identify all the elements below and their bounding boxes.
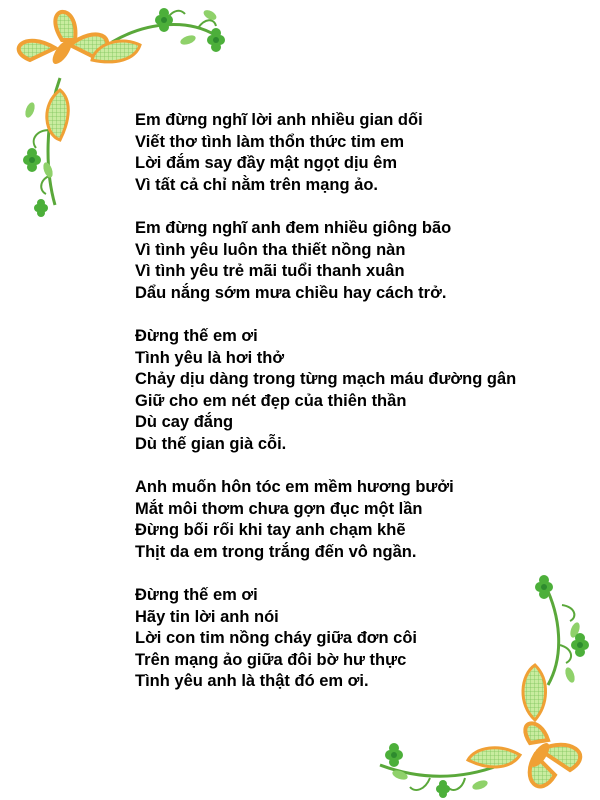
poem-line: Anh muốn hôn tóc em mềm hương bưởi: [135, 478, 454, 496]
poem-line: Giữ cho em nét đẹp của thiên thần: [135, 391, 407, 410]
flower: [155, 8, 173, 32]
poem-line: Mắt môi thơm chưa gợn đục một lần: [135, 499, 423, 518]
stanza-1: [135, 110, 575, 196]
poem-line: Viết thơ tình làm thổn thức tim em: [135, 132, 405, 151]
vine: [545, 585, 559, 685]
poem-line: Lời con tim nồng cháy giữa đơn côi: [135, 629, 418, 647]
poem-line: Tình yêu anh là thật đó em ơi.: [135, 672, 369, 690]
poem-line: Đừng thế em ơi: [135, 327, 258, 345]
flower: [385, 743, 403, 767]
poem-line: Dù thế gian già cỗi.: [135, 434, 287, 453]
butterfly-wing: [55, 12, 75, 40]
poem-line: Tình yêu là hơi thở: [135, 348, 285, 367]
poem-line: Dù cay đắng: [135, 413, 234, 431]
poem-line: Dẩu nắng sớm mưa chiều hay cách trở.: [135, 283, 447, 302]
poem-line: Em đừng nghĩ lời anh nhiều gian dối: [135, 111, 423, 129]
butterfly-wing: [525, 723, 548, 743]
poem-line: Hãy tin lời anh nói: [135, 607, 279, 626]
poem-line: Em đừng nghĩ anh đem nhiều giông bão: [135, 219, 452, 237]
poem-line: Lời đắm say đầy mật ngọt dịu êm: [135, 154, 398, 172]
poem-line: Vì tất cả chỉ nằm trên mạng ảo.: [135, 175, 378, 194]
flower: [436, 780, 450, 798]
flower: [23, 148, 41, 172]
butterfly-wing: [19, 41, 55, 60]
poem-line: Đừng thế em ơi: [135, 586, 258, 604]
poem-line: Đừng bối rối khi tay anh chạm khẽ: [135, 521, 406, 539]
leaf: [468, 748, 520, 767]
leaf: [523, 665, 546, 720]
corner-ornament-bottom-right: [370, 575, 600, 800]
poem-line: Chảy dịu dàng trong từng mạch máu đường gân: [135, 370, 517, 388]
poem-line: Vì tình yêu trẻ mãi tuổi thanh xuân: [135, 262, 405, 280]
poem-line: Trên mạng ảo giữa đôi bờ hư thực: [135, 650, 407, 669]
stanza-2: [135, 218, 575, 304]
stanza-3: [135, 326, 575, 455]
poem-line: Thịt da em trong trắng đến vô ngần.: [135, 542, 417, 561]
flower: [34, 199, 48, 217]
stanza-4: [135, 477, 575, 563]
leaf: [47, 90, 68, 140]
poem-line: Vì tình yêu luôn tha thiết nồng nàn: [135, 240, 406, 259]
